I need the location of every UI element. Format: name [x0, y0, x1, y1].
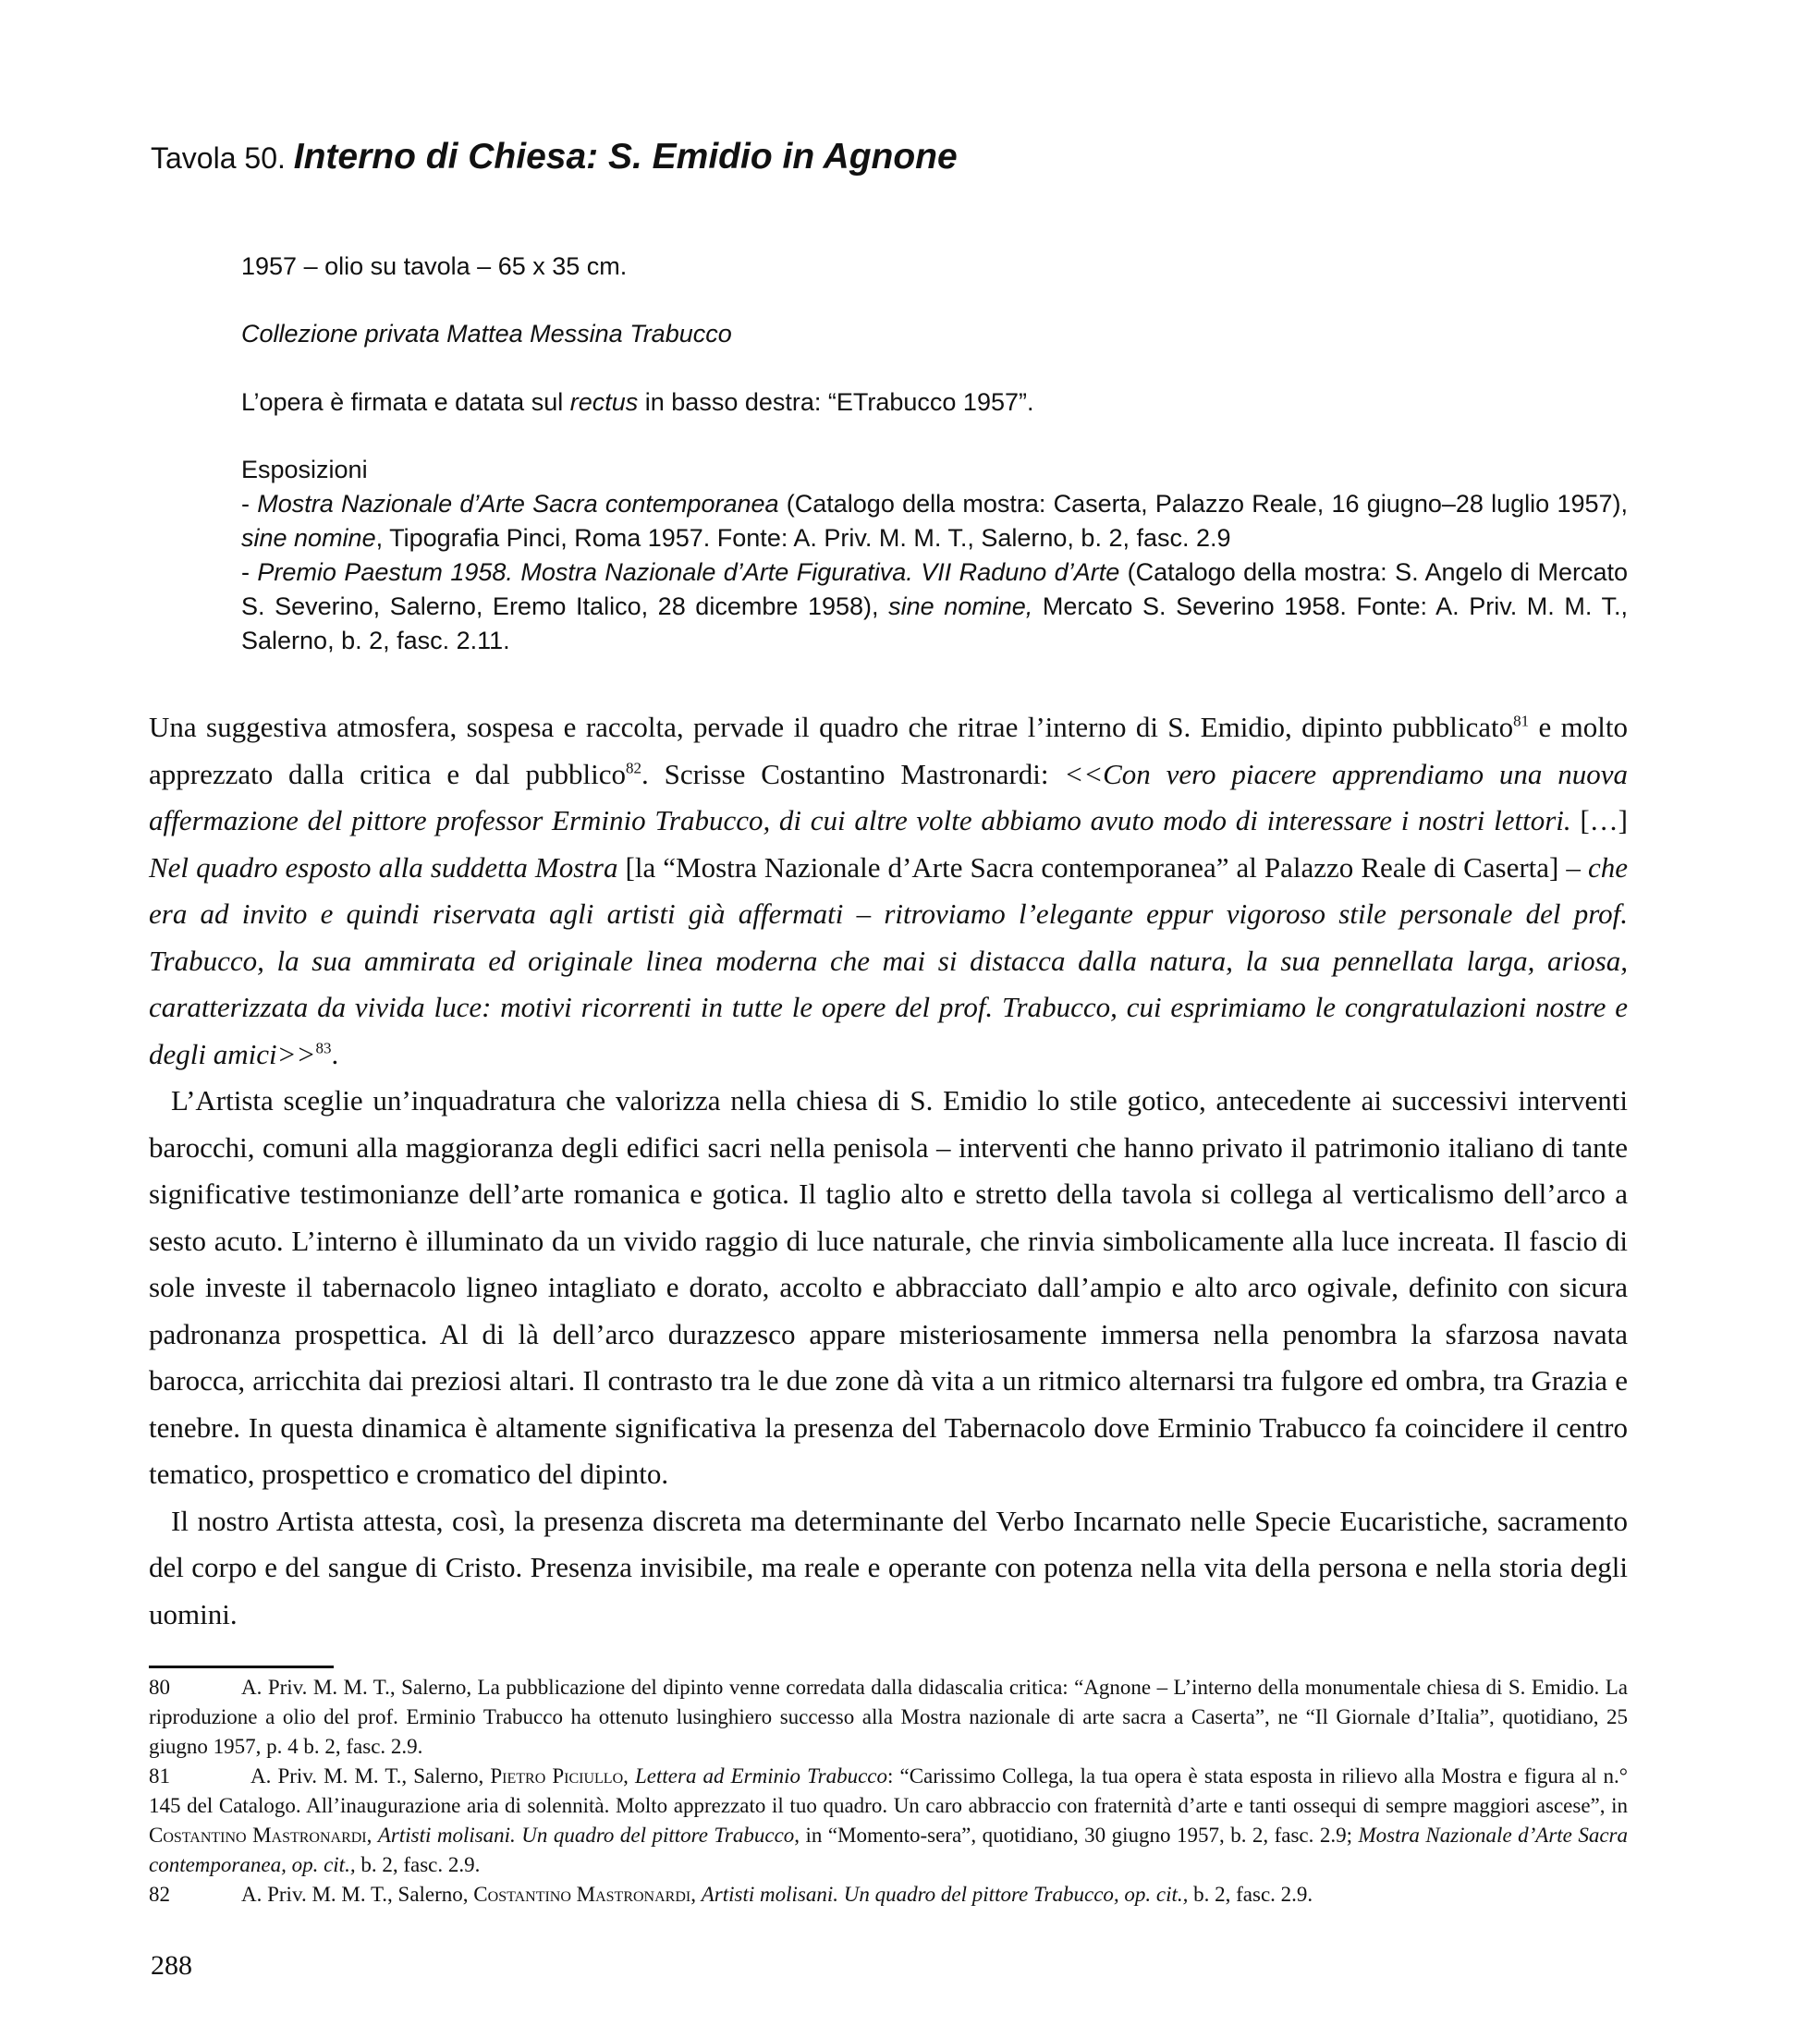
quotation-text: <<Con vero piacere apprendiamo una nuova affermazione del pittore professor Erminio Trabucco, di cui altre volte abbiamo avuto modo di interessare i nostri lettori. [149, 757, 1628, 836]
footnote-number: 82 [149, 1883, 170, 1906]
footnote-text: , [366, 1824, 378, 1847]
exhibition-details: (Catalogo della mostra: S. Angelo di Mercato S. Severino, Salerno, Eremo Italico, 28 dicembre 1958), [241, 558, 1628, 620]
exhibition-dash: - [241, 490, 258, 518]
footnote-title: Mostra Nazionale d’Arte Sacra contemporanea, op. cit., [149, 1824, 1628, 1876]
exhibition-publisher-note: sine nomine [241, 524, 376, 552]
firma-text: L’opera è firmata e datata sul [241, 388, 570, 416]
footnote [149, 1673, 1628, 1762]
footnote-text: , in “Momento-sera”, quotidiano, 30 giugno 1957, b. 2, fasc. 2.9; [794, 1824, 1359, 1847]
paragraph-text: […] [1570, 804, 1628, 836]
artwork-date-medium: 1957 – olio su tavola – 65 x 35 cm. [241, 252, 628, 280]
footnote-separator [149, 1666, 334, 1668]
exhibition-details: (Catalogo della mostra: Caserta, Palazzo Reale, 16 giugno–28 luglio 1957), [778, 490, 1628, 518]
page-number: 288 [151, 1950, 192, 1981]
exhibition-item [241, 555, 1628, 658]
paragraph-text: . [331, 1037, 339, 1070]
footnote-ref: 81 [1513, 712, 1530, 730]
footnote-text: b. 2, fasc. 2.9. [1188, 1883, 1313, 1906]
quotation-text: Nel quadro esposto alla suddetta Mostra [149, 850, 618, 884]
footnote-text: A. Priv. M. M. T., Salerno, [250, 1764, 491, 1788]
exhibition-source: , Tipografia Pinci, Roma 1957. Fonte: A. Priv. M. M. T., Salerno, b. 2, fasc. 2.9 [375, 524, 1231, 552]
firma-rectus: rectus [569, 388, 639, 416]
body-paragraph: L’Artista sceglie un’inquadratura che valorizza nella chiesa di S. Emidio lo stile gotico, antecedente ai successivi interventi barocchi, comuni alla maggioranza degli edifici sacri nella penisola – interventi che hanno privato il patrimonio italiano di tante significative testimonianze dell’arte romanica e gotica. Il taglio alto e stretto della tavola si collega al verticalismo dell’arco a sesto acuto. L’interno è illuminato da un vivido raggio di luce naturale, che rinvia simbolicamente alla luce increata. Il fascio di sole investe il tabernacolo ligneo intagliato e dorato, accolto e abbracciato dall’ampio e alto arco ogivale, definito con sicura padronanza prospettica. Al di là dell’arco durazzesco appare misteriosamente immersa nella penombra la sfarzosa navata barocca, arricchita dai preziosi altari. Il contrasto tra le due zone dà vita a un ritmico alternarsi tra fulgore ed ombra, tra Grazia e tenebre. In questa dinamica è altamente significativa la presenza del Tabernacolo dove Erminio Trabucco fa coincidere il centro tematico, prospettico e cromatico del dipinto. [149, 1084, 1628, 1490]
footnote-text: b. 2, fasc. 2.9. [355, 1853, 481, 1876]
footnote-number: 80 [149, 1676, 170, 1699]
footnotes [149, 1673, 1628, 1910]
footnote-text: , [690, 1883, 702, 1906]
footnote-text: : “Carissimo Collega, la tua opera è stata esposta in rilievo alla Mostra e figura al n.° 145 del Catalogo. All’inaugurazione aria di solennità. Molto apprezzato il tuo quadro. Un caro abbraccio con fraternità d’arte e tanti ossequi di sempre maggiori ascese”, in [149, 1764, 1629, 1817]
footnote-ref: 83 [315, 1039, 332, 1057]
paragraph-text: Una suggestiva atmosfera, sospesa e raccolta, pervade il quadro che ritrae l’interno di S. Emidio, dipinto pubblicato [149, 711, 1514, 743]
artwork-signature-note [241, 385, 1628, 420]
body-paragraph: Il nostro Artista attesta, così, la presenza discreta ma determinante del Verbo Incarnato nelle Specie Eucaristiche, sacramento del corpo e del sangue di Cristo. Presenza invisibile, ma reale e operante con potenza nella vita della persona e nella storia degli uomini. [149, 1504, 1628, 1630]
plate-heading [151, 137, 958, 177]
body-paragraph [149, 704, 1628, 1078]
exhibition-dash: - [241, 558, 258, 586]
paragraph-text: . Scrisse Costantino Mastronardi: [641, 757, 1065, 790]
footnote-title: Lettera ad Erminio Trabucco [635, 1764, 888, 1788]
footnote-ref: 82 [626, 759, 642, 777]
paragraph-text: [la “Mostra Nazionale d’Arte Sacra contemporanea” al Palazzo Reale di Caserta] [617, 850, 1567, 884]
footnote-author: Costantino Mastronardi [149, 1824, 367, 1847]
exhibition-title: Premio Paestum 1958. Mostra Nazionale d’Arte Figurativa. VII Raduno d’Arte [257, 558, 1120, 586]
footnote-author: Costantino Mastronardi [473, 1883, 691, 1906]
firma-text-end: in basso destra: “ETrabucco 1957”. [638, 388, 1034, 416]
exhibition-item [241, 487, 1628, 555]
body-text [149, 704, 1628, 1638]
paragraph-text: e molto apprezzato dalla critica e dal pubblico [149, 711, 1628, 790]
footnote [149, 1762, 1628, 1880]
exhibitions-block [241, 453, 1628, 658]
footnote-text: , [623, 1764, 635, 1788]
footnote [149, 1880, 1628, 1910]
exhibition-title: Mostra Nazionale d’Arte Sacra contemporanea [257, 490, 779, 518]
exhibition-source: Mercato S. Severino 1958. Fonte: A. Priv. M. M. T., Salerno, b. 2, fasc. 2.11. [241, 592, 1628, 654]
footnote-title: Artisti molisani. Un quadro del pittore Trabucco [377, 1824, 795, 1847]
quotation-text: – che era ad invito e quindi riservata agli artisti già affermati – ritroviamo l’elegante eppur vigoroso stile personale del prof. Trabucco, la sua ammirata ed originale linea moderna che mai si distacca dalla natura, la sua pennellata larga, ariosa, caratterizzata da vivida luce: motivi ricorrenti in tutte le opere del prof. Trabucco, cui esprimiamo le congratulazioni nostre e degli amici>> [149, 850, 1628, 1070]
exhibition-publisher-note: sine nomine, [888, 592, 1033, 620]
footnote-text: A. Priv. M. M. T., Salerno, [241, 1883, 474, 1906]
footnote-number: 81 [149, 1764, 170, 1788]
footnote-text: A. Priv. M. M. T., Salerno, La pubblicazione del dipinto venne corredata dalla didascalia critica: “Agnone – L’interno della monumentale chiesa di S. Emidio. La riproduzione a olio del prof. Erminio Trabucco ha ottenuto lusinghiero successo alla Mostra nazionale di arte sacra a Caserta”, ne “Il Giornale d’Italia”, quotidiano, 25 giugno 1957, p. 4 b. 2, fasc. 2.9. [149, 1676, 1628, 1758]
footnote-author: Pietro Piciullo [490, 1764, 624, 1788]
artwork-collection: Collezione privata Mattea Messina Trabucco [241, 320, 732, 348]
plate-title: Interno di Chiesa: S. Emidio in Agnone [293, 137, 958, 177]
exhibitions-label: Esposizioni [241, 456, 368, 483]
footnote-title: Artisti molisani. Un quadro del pittore Trabucco, op. cit., [701, 1883, 1189, 1906]
plate-number: Tavola 50. [151, 141, 294, 175]
